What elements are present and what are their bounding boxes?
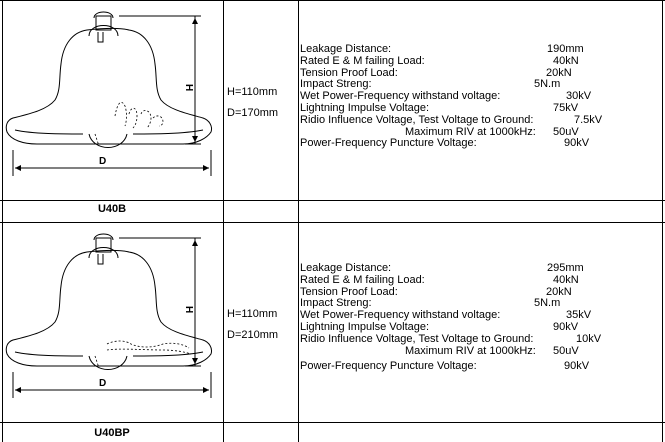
spec-label: Leakage Distance: [300, 43, 392, 55]
spec-row [300, 56, 600, 68]
spec-row [300, 275, 600, 287]
spec-label: Maximum RIV at 1000kHz: [405, 344, 536, 357]
spec-label: Ridio Influence Voltage, Test Voltage to Ground: [300, 113, 534, 126]
dimensions [227, 82, 278, 124]
d-dimension-label: D [99, 156, 107, 167]
spec-value: 20kN [546, 285, 572, 298]
h-dimension-label: H [183, 84, 194, 92]
table-border-right [662, 0, 663, 442]
spec-label: Rated E & M failing Load: [300, 54, 425, 67]
spec-row [300, 361, 600, 373]
spec-value: 190mm [547, 43, 584, 55]
table-border-top [0, 0, 665, 1]
spec-label: Tension Proof Load: [300, 285, 398, 298]
spec-row [300, 103, 600, 115]
spec-value: 90kV [564, 137, 590, 150]
h-dimension-label: H [183, 306, 194, 314]
diameter-value: D=210mm [227, 329, 279, 341]
spec-label: Power-Frequency Puncture Voltage: [300, 137, 477, 150]
spec-label: Ridio Influence Voltage, Test Voltage to Ground: [300, 332, 534, 345]
spec-value: 10kV [576, 332, 602, 345]
model-name: U40BP [94, 427, 130, 439]
insulator-drawing [3, 228, 221, 408]
spec-value: 7.5kV [574, 113, 603, 126]
spec-value: 20kN [546, 66, 572, 79]
spec-row [300, 322, 600, 334]
spec-label: Impact Streng: [300, 78, 372, 91]
spec-value: 5N.m [534, 78, 561, 91]
insulator-diagram [3, 228, 221, 408]
spec-value: 295mm [547, 262, 584, 274]
height-value: H=110mm [227, 86, 278, 98]
spec-list [300, 263, 600, 373]
spec-label: Wet Power-Frequency withstand voltage: [300, 309, 501, 322]
spec-row [300, 113, 603, 127]
spec-label: Impact Streng: [300, 297, 372, 310]
spec-value: 40kN [553, 273, 579, 286]
d-dimension-label: D [99, 378, 107, 389]
spec-value: 75kV [553, 101, 579, 114]
insulator-drawing [3, 6, 221, 186]
spec-value: 90kV [564, 360, 590, 373]
spec-row [300, 346, 600, 358]
spec-label: Lightning Impulse Voltage: [300, 320, 430, 333]
spec-label: Maximum RIV at 1000kHz: [405, 125, 536, 138]
spec-value: 35kV [566, 309, 592, 322]
diameter-value: D=170mm [227, 107, 279, 119]
spec-value: 50uV [553, 344, 579, 357]
insulator-diagram [3, 6, 221, 186]
spec-value: 50uV [553, 125, 579, 138]
spec-label: Lightning Impulse Voltage: [300, 101, 430, 114]
spec-label: Leakage Distance: [300, 262, 392, 274]
spec-row [300, 334, 600, 346]
row-divider [0, 422, 665, 423]
spec-value: 40kN [553, 54, 579, 67]
row-divider [0, 200, 665, 201]
spec-value: 5N.m [534, 297, 561, 310]
column-divider [298, 0, 299, 442]
row-divider [0, 222, 665, 223]
spec-row [300, 138, 600, 150]
spec-label: Power-Frequency Puncture Voltage: [300, 360, 477, 373]
spec-list [300, 43, 603, 150]
height-value: H=110mm [227, 308, 278, 320]
dimensions [227, 304, 278, 346]
model-name: U40B [97, 203, 127, 215]
column-divider [223, 0, 224, 442]
spec-value: 30kV [566, 90, 592, 103]
spec-label: Wet Power-Frequency withstand voltage: [300, 90, 501, 103]
spec-value: 90kV [553, 320, 579, 333]
spec-label: Rated E & M failing Load: [300, 273, 425, 286]
spec-label: Tension Proof Load: [300, 66, 398, 79]
